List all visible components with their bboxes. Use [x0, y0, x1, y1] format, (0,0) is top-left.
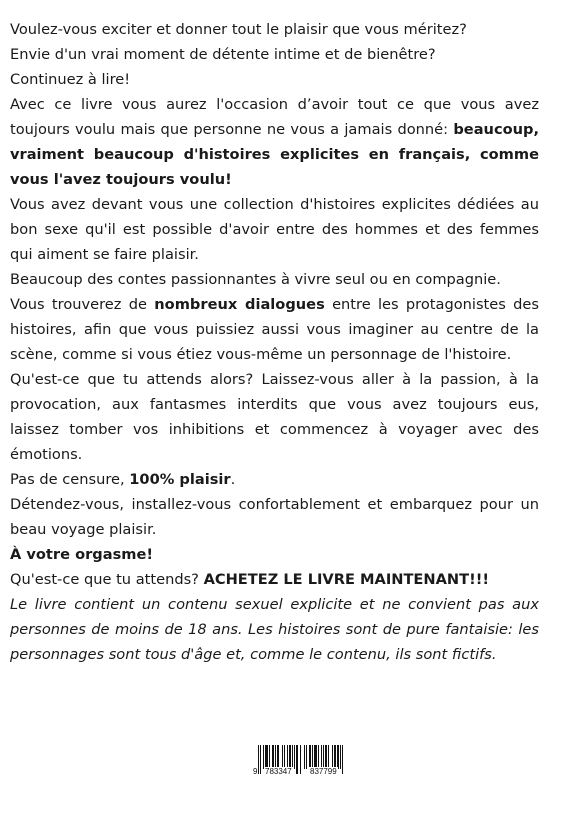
intro-question-relax: Envie d'un vrai moment de détente intime et de bienêtre?: [10, 46, 436, 63]
barcode-bar: [312, 745, 313, 769]
continue-reading: Continuez à lire!: [10, 71, 131, 88]
pleasure-highlight: 100% plaisir: [129, 471, 231, 488]
barcode-bar: [304, 745, 305, 769]
barcode-bar: [275, 745, 276, 769]
book-offer-text: Avec ce livre vous aurez l'occasion d’avoir tout ce que vous avez toujours voulu mais que personne ne vous a jamais donné:: [10, 96, 539, 138]
dialogues-text-start: Vous trouverez de: [10, 296, 155, 313]
book-offer-highlight: beaucoup, vraiment beaucoup d'histoires explicites en français, comme vous l'avez toujours voulu!: [10, 121, 539, 188]
dialogues-text-end: entre les protagonistes des histoires, afin que vous puissiez aussi vous imaginer au centre de la scène, comme si vous étiez vous-même un personnage de l'histoire.: [10, 296, 539, 363]
barcode-bar: [328, 745, 329, 769]
passion-paragraph: Qu'est-ce que tu attends alors? Laissez-vous aller à la passion, à la provocation, aux fantasmes interdits que vous avez toujours eus, laissez tomber vos inhibitions et commencez à voyager avec des émotions.: [10, 371, 539, 463]
barcode-bar: [337, 745, 339, 769]
call-to-action-question: Qu'est-ce que tu attends?: [10, 571, 204, 588]
barcode-bar: [287, 745, 288, 769]
content-disclaimer: Le livre contient un contenu sexuel explicite et ne convient pas aux personnes de moins de 18 ans. Les histoires sont de pure fantaisie: les personnages sont tous d'âge et, comme le contenu, ils sont fictifs.: [10, 596, 539, 663]
dialogues-highlight: nombreux dialogues: [154, 296, 325, 313]
barcode-bar: [289, 745, 291, 769]
barcode-bar: [309, 745, 311, 769]
book-offer-paragraph: [10, 92, 539, 192]
barcode-digit-lead: 9: [253, 767, 258, 776]
barcode-bar: [340, 745, 341, 769]
barcode-bar: [269, 745, 270, 769]
tales-paragraph: Beaucoup des contes passionnantes à vivre seul ou en compagnie.: [10, 271, 501, 288]
isbn-barcode: [253, 745, 353, 779]
barcode-bar: [325, 745, 327, 769]
barcode-bar: [284, 745, 285, 769]
barcode-bar: [292, 745, 293, 769]
no-censorship-text: Pas de censure,: [10, 471, 130, 488]
no-censorship-end: .: [230, 471, 236, 488]
no-censorship-paragraph: [10, 467, 539, 492]
call-to-action-paragraph: [10, 567, 539, 592]
collection-paragraph: Vous avez devant vous une collection d'histoires explicites dédiées au bon sexe qu'il est possible d'avoir entre des hommes et des femmes qui aiment se faire plaisir.: [10, 196, 539, 263]
barcode-bar: [318, 745, 319, 769]
intro-question-pleasure: Voulez-vous exciter et donner tout le plaisir que vous méritez?: [10, 21, 467, 38]
back-cover-text: [10, 17, 539, 667]
barcode-bar: [263, 745, 264, 769]
barcode-bar: [334, 745, 336, 769]
barcode-bar: [332, 745, 333, 769]
barcode-bar: [272, 745, 274, 769]
buy-now-highlight: ACHETEZ LE LIVRE MAINTENANT!!!: [203, 571, 490, 588]
barcode-bar: [323, 745, 324, 769]
barcode-bar: [294, 745, 295, 769]
barcode-bar: [321, 745, 322, 769]
barcode-bar: [306, 745, 307, 769]
dialogues-paragraph: [10, 292, 539, 367]
barcode-digits-left: 783347: [265, 767, 292, 776]
barcode-digits-right: 837799: [310, 767, 337, 776]
barcode-bar: [282, 745, 283, 769]
barcode-bar: [265, 745, 268, 769]
barcode-digits: [253, 767, 353, 777]
barcode-bar: [277, 745, 279, 769]
barcode-bar: [314, 745, 317, 769]
relax-paragraph: Détendez-vous, installez-vous confortablement et embarquez pour un beau voyage plaisir.: [10, 496, 539, 538]
orgasm-line: À votre orgasme!: [10, 546, 154, 563]
